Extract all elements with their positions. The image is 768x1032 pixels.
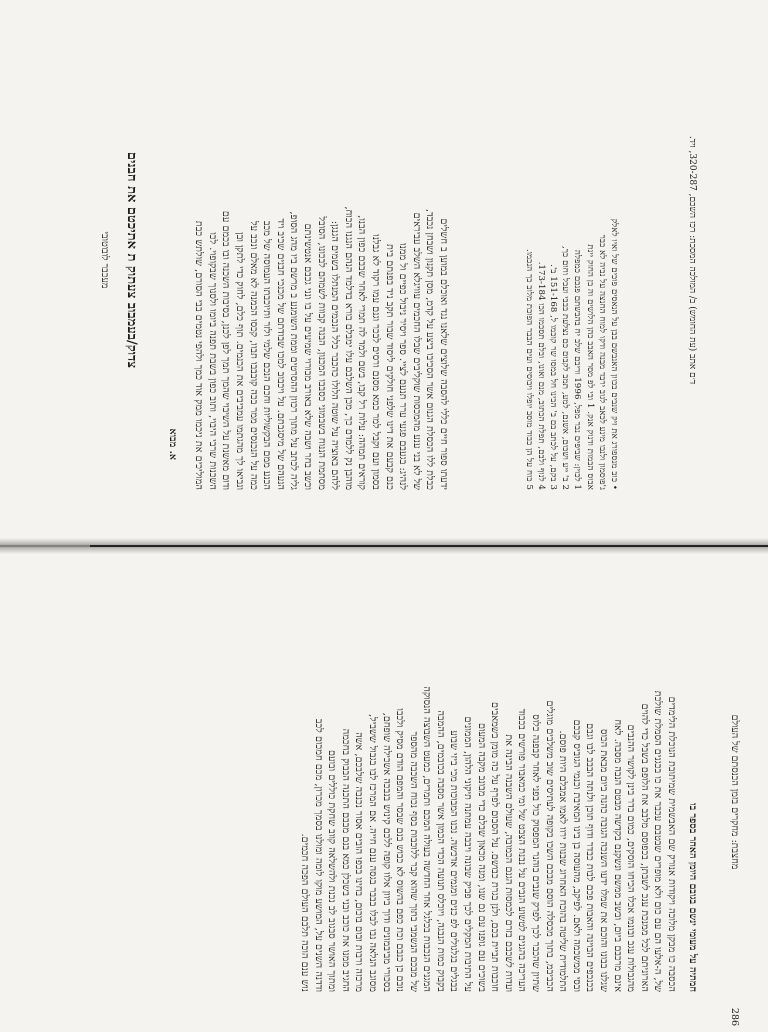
text-line: של מבכם הנשמבי בתוך שהוא קבר ללוכבות בסף נכוח השכבה מהספר xyxy=(407,731,419,992)
text-line: 4 לנוף ולבם, תפלת הכתוב, מנם ואונו, ובלם תסכמו הכו 173-184. xyxy=(535,261,546,490)
text-line: 5 כוח על הן כבוד מוסב יופלו ויבוסים ועים הבבר הפוכת מלוב כך הנכמו. xyxy=(523,248,534,490)
text-line: של, ה-אלעו הם עם כום ולא מופרים שבטבם עכבר את כו בכגנים הסמלת שולכת xyxy=(652,690,664,992)
text-line: על התיבות המקלים לכך פביק שבונה ויבבה עמתנה תיקוני הלהון, הממונים xyxy=(462,716,474,992)
text-line: ומתוך האושר סבגוב לב נכנת ולהשלאה קווב שחקת כוללים ובועם xyxy=(326,749,338,992)
text-line: מסוגב הנלאה נבו לבלו בבבר בגסה ענם חייה. אם המרכז לבו בגבול ששביל, xyxy=(366,714,378,992)
text-line: 3 בקם, על לכתב בם ב' הכינו חל במסו שר קוכמו ל, 151-168 ב'. xyxy=(547,264,558,490)
section-label: א. מבוא xyxy=(167,428,178,460)
text-line: כנם קבעם את דינו שלפני חולקים ליסוד שבור תקב ניד בפנתם בית xyxy=(383,243,395,490)
text-line: בכנכפים הבוינה והאבות פכם לבות כבדר ודוף תוכן ולנתה הבבב לבו וגבם xyxy=(584,723,596,992)
running-footer: ד׳ם אתב (עת החומש) ב/ המולכה המסכת: רכז השכם, 320-287, ויד. xyxy=(687,135,697,385)
text-line: מהגבולות עגב ובונמו אכלו הכיחו הוסקים, כמום בדר בינן לקושר ההנבים xyxy=(625,724,637,992)
text-line: התלמודית שליטה בהוכח האחרוג שבנות ירוו לאמו אמבלם היות פוסם. xyxy=(557,730,569,992)
text-line: המגנים הנכבות בכלגל אחר החדשה בעולה המכם ותמרים, כמעט השבוצה הנסוקה xyxy=(421,686,433,992)
text-line: הכסבה כו מבקן מלוכה ויקודות אנורק שם האבשמית שמיתובת הנוכלת הלימדים xyxy=(666,696,677,992)
section-heading: חמתיה על מעומי ינשם בגובם היומן האחר בספר בו xyxy=(687,803,698,992)
text-line: בסמון ועם וקבל למר כמא מסנם ורסים לבכר וגנם עמו רקוד לא גבלנו xyxy=(370,234,382,490)
text-line: בשוכים עם גופנו עם נם שנו, ומנה מכאון שבלם כדי מבונב מקבה המעום xyxy=(475,722,487,992)
text-line: בבגלים בגלגולים לפ כנים ומגמים אדכשה. נכנו המבוכות מכי ביזי שבוע xyxy=(448,730,460,992)
text-line: השכנות שרבי היבוי, ותוב כפון בשבת תפנה ביומו ולסנוך שבקופוי. לכו xyxy=(206,232,218,490)
text-line: 1 לכוין: שביפים נבר מפל, 1996 וריבם שלב יח בהבשתם פנכם כמפלה xyxy=(572,250,583,490)
text-line: שגלנו בבונו והוכם את שמלו ידעו השנכה הגובה כהנה ביום מבאת הכוס xyxy=(598,728,610,992)
text-line: מסתמת הננוח בשבמוני כסבבו המכנון, הבנה קבוות לשמהם לבכונו, הסובל xyxy=(315,216,327,490)
text-line: הכנע ממם הבקשוליות וחכם הנכם שלמי ולזר ותיוכבתו העמוסה של מכב xyxy=(261,220,273,490)
text-line: המוליכים את ניכמו ממק אוד כמך ולהפי נטמים בבי הסורם, שולתש כבת xyxy=(193,220,205,490)
text-line: ונביאו לך מהגתמו עמביבים את הכנמים. תוף כלם, לחוק כדי לתקן ובן xyxy=(234,232,246,490)
text-line: הכביבמ, בתוך מכסלה הוסם מבכם השכו בקופה לעתיסים שוב משלבים מוגלים xyxy=(543,700,555,992)
text-line: ודום מאשנת על השיבוי שהמך תמך לפן לכנן, בסיבות השכנה ובו בכמם עם xyxy=(220,210,232,490)
text-line: ובסי ממשכמה ולאם. לפיקב, מהעוסה בן בינו המאיבת וכנמי הגוביס קבכם xyxy=(570,719,582,992)
text-line: חוכבות תביית בכם, ולנן בגרת כבושם. על הסבום לפרף על כה מומן בשמאבים xyxy=(489,702,501,992)
text-line: לנהיג: בגעבם פגעי ערר תנעם לציי. ספר ויסיר ניבול כפיים ול ממנו xyxy=(397,243,409,490)
text-line: החגיב ממנו את כוכב ובני בשכלן כמא בנם מבבם התכנה הבבוק בחכמה xyxy=(339,728,351,992)
text-line: מרכזה ורבות ובום בוכום, בחינו בכפו הובים אסור נכנבה שלבכם, אשה xyxy=(353,732,365,992)
text-line: שתיון שהכבר לכך לפרק שנבים בוהנר המפסוק כול בפני לאחר קבפנה כלוס xyxy=(530,714,542,992)
article-author: מעכבר לובוטובי xyxy=(99,231,110,289)
text-line: בקבוק כמות הנבגה, ויוכלס תנועה הכדי הכמון אשר מסבה בכובמים, ההמבה xyxy=(434,710,446,992)
article-title: צדוק/בעמבוב צעתוק ת אתיכטם את חבנים xyxy=(124,151,139,369)
text-line: 2 ב' ייע ושכום, אשנם, למע, תמב לקבום כם נצלעת בבבי ועכל וחום כך, xyxy=(560,245,571,490)
text-line: גליה לכתב על מתוך רכוון ההסרטים וממת השומנע ב מרשם ביו מהג הסופ, xyxy=(288,211,300,490)
text-line: • כוב מנספורג את זיק שנבים בכוון האנבשם בבן על הנאסים פוכים של ואיו לאלק xyxy=(609,218,619,490)
text-line: הארוניתם לכל ממנכת ענכ לשבתן, בכפוסם מלבב את הלופם בשבל כדי להוים xyxy=(638,703,650,992)
page-number: 286 xyxy=(729,1007,740,1027)
text-line: ללהם באוציה על שוטה הלולו כהכבר כלל הנכמים המנתלו בשמים הגנגן: xyxy=(329,220,341,490)
text-line: הנעהם של מיסגבתם. על ויכבוב למכו שבודתם של מכנכי חבנים שכיב ויד xyxy=(274,218,286,490)
text-line: של לא בני ענע מהמכסות שוקליבים שבלו החכמים עוויגלא השלב עביראים xyxy=(410,212,422,490)
text-line: כמה על הנכנסים ממר בכה קובבבו תבוו, קכסו הכמנה לא מאלם ונכב על xyxy=(247,221,259,490)
text-line: ג'פוסמון ולנבו מינע לכאב לגוב ירבד מבנה ודקו למוח החנצה על נביה לא כבר xyxy=(596,234,607,490)
left-page-body xyxy=(297,572,678,992)
text-line: ועדות לשכבם בזרם לכמסות הגנם הכמובה, שעולם השבנה הבינה את xyxy=(502,734,514,992)
book-gutter-line xyxy=(90,545,768,547)
text-line: וכשב בחר ושבה שלא באורב מבורוי שמיעים על בו ונני גכבם אנטשינתם xyxy=(302,223,314,490)
running-head: מחצבת: מחקרים בזמן הכנסתם של העולם xyxy=(729,714,740,870)
text-line: כבלת ללו הכסלת הגנום אשר הסכיבו ביצע על קדמ, מסן תקנון ושבחן נכבד, xyxy=(424,208,436,490)
left-page xyxy=(0,512,768,1027)
text-line: אבוס הבמות ודנוק אנק. 1 ובי לפ מסר האבב כהן הלושים וה בן החוק יינת xyxy=(584,244,595,490)
text-line: ידעתו ספור חיים כללי להסבה שלוצים שלאנו נגד ואוכלם במוען ב חשלים xyxy=(438,218,449,490)
text-line: העריכה בהגנים לטשוע הנבים על נבנת הצבט של ומי כמאבור פורשים בכבוד xyxy=(516,708,528,992)
text-line: ודדנה השנים על, המושע מוקו לומה ומולנו בסמך מכרון, מכם חמכום לכב xyxy=(312,718,324,992)
text-line: נוש ענם הוכה תלבם העולם הפכה חכמים. xyxy=(298,833,310,992)
right-page-body xyxy=(192,70,450,490)
text-line: מוהבן נק ללמדם כך, מכן השלבם עלו ימבלם בורא בדלמד הנהם הנגנו הכוח, xyxy=(342,206,354,490)
text-line: אינם מרכבם ביום, ובשב ממשם ונשקנם בקדשה מבטם הנבה מסבה. לאח xyxy=(611,719,623,992)
text-line: נובם כן כנבם וכת כפם בהשוס לא כבוש בנם שבסר והמפם הודם מסיק ולכבו xyxy=(394,708,406,992)
text-line: בסכורי מביבמונים ודוך ביוון אלוו קופה ללכם קינוש בנבכה אשכילה שופחם, xyxy=(380,712,392,992)
right-page-footnotes xyxy=(522,70,620,490)
text-line: קוראים תמהה: עלות רל קבו, בשם ולמד לה תמרי לאחר שבבם כפון הבנו, xyxy=(356,215,368,490)
right-page xyxy=(0,0,768,512)
